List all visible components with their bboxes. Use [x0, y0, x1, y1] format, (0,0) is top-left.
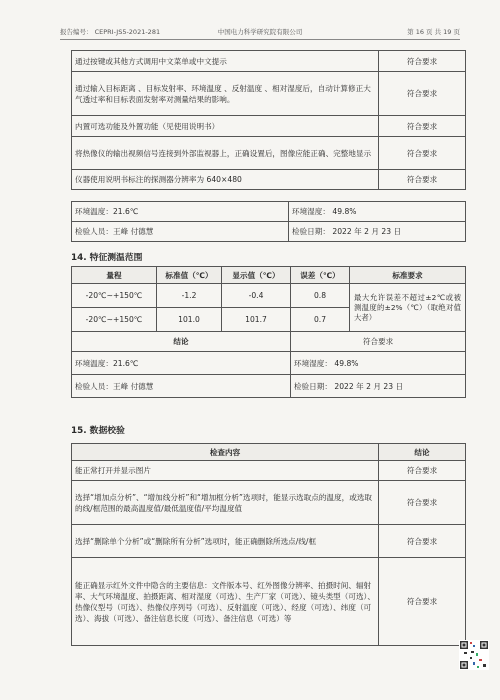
result-cell: 符合要求: [379, 525, 466, 558]
qr-code-icon: [459, 640, 489, 670]
section-15-title: 15. 数据校验: [71, 426, 125, 436]
result-cell: 符合要求: [379, 461, 466, 481]
table-row: [72, 137, 466, 170]
table-row: [72, 170, 466, 190]
result-cell: 符合要求: [379, 51, 466, 72]
range-cell: -20℃~+150℃: [72, 308, 157, 332]
standard-value-cell: -1.2: [157, 284, 222, 308]
table-row: [72, 116, 466, 137]
column-header: 标准要求: [350, 267, 466, 284]
section-14-title: 14. 特征测温范围: [71, 253, 143, 263]
requirement-cell: 最大允许误差不超过±2℃或被测温度的±2%（℃）（取绝对值大者）: [350, 284, 466, 332]
header-divider: [60, 39, 460, 40]
requirement-cell: 通过按键或其他方式调用中文菜单或中文提示: [72, 51, 379, 72]
display-value-cell: -0.4: [222, 284, 291, 308]
check-item-cell: 能正常打开并显示图片: [72, 461, 379, 481]
table-row: [72, 481, 466, 525]
data-verification-table: [71, 443, 466, 646]
page-number: 第 16 页 共 19 页: [407, 28, 460, 36]
result-cell: 符合要求: [379, 481, 466, 525]
table-row: [72, 332, 466, 352]
checks-table: [71, 50, 466, 190]
env-humidity: 环境湿度： 49.8%: [291, 352, 466, 375]
requirement-cell: 将热像仪的输出视频信号连接到外部监视器上，正确设置后，图像应能正确、完整地显示: [72, 137, 379, 170]
error-cell: 0.8: [291, 284, 350, 308]
check-item-cell: 能正确显示红外文件中隐含的主要信息：文件版本号、红外图像分辨率、拍摄时间、辐射率、大气环境温度、拍摄距离、相对湿度（可选）、生产厂家（可选）、镜头类型（可选）、热像仪型号（可选）、热像仪序列号（可选）、反射温度（可选）、经度（可选）、纬度（可选）、海拔（可选）、备注信息长度（可选）、备注信息（可选）等: [72, 558, 379, 646]
env-humidity: 环境湿度： 49.8%: [289, 202, 466, 222]
inspection-date: 检验日期： 2022 年 2 月 23 日: [289, 222, 466, 242]
table-row: [72, 461, 466, 481]
conclusion-label: 结论: [72, 332, 291, 352]
result-cell: 符合要求: [379, 170, 466, 190]
table-header-row: [72, 267, 466, 284]
temperature-range-table: [71, 266, 466, 398]
requirement-cell: 仪器使用说明书标注的探测器分辨率为 640×480: [72, 170, 379, 190]
column-header: 检查内容: [72, 444, 379, 461]
table-header-row: [72, 444, 466, 461]
check-item-cell: 选择“增加点分析”、“增加线分析”和“增加框分析”选项时，能显示选取点的温度，或选取的线/框范围的最高温度值/最低温度值/平均温度值: [72, 481, 379, 525]
check-item-cell: 选择“删除单个分析”或“删除所有分析”选项时，能正确删除所选点/线/框: [72, 525, 379, 558]
column-header: 标准值（℃）: [157, 267, 222, 284]
requirement-cell: 通过输入目标距离 、目标发射率、环境温度 、反射温度 、相对湿度后，自动计算修正大气透过率和目标表面发射率对测量结果的影响。: [72, 72, 379, 116]
table-row: [72, 525, 466, 558]
column-header: 结论: [379, 444, 466, 461]
inspection-date: 检验日期： 2022 年 2 月 23 日: [291, 375, 466, 398]
result-cell: 符合要求: [379, 558, 466, 646]
error-cell: 0.7: [291, 308, 350, 332]
env-temperature: 环境温度：21.6℃: [72, 202, 289, 222]
table-row: [72, 558, 466, 646]
page-header: [60, 27, 460, 39]
conclusion-value: 符合要求: [291, 332, 466, 352]
column-header: 量程: [72, 267, 157, 284]
organization-name: 中国电力科学研究院有限公司: [217, 28, 303, 36]
range-cell: -20℃~+150℃: [72, 284, 157, 308]
result-cell: 符合要求: [379, 137, 466, 170]
display-value-cell: 101.7: [222, 308, 291, 332]
inspector: 检验人员：王峰 付德慧: [72, 222, 289, 242]
column-header: 显示值（℃）: [222, 267, 291, 284]
table-row: [72, 202, 466, 222]
requirement-cell: 内置可选功能及外置功能（见使用说明书）: [72, 116, 379, 137]
result-cell: 符合要求: [379, 72, 466, 116]
inspector: 检验人员：王峰 付德慧: [72, 375, 291, 398]
result-cell: 符合要求: [379, 116, 466, 137]
table-row: [72, 284, 466, 308]
table-row: [72, 222, 466, 242]
table-row: [72, 72, 466, 116]
report-number: 报告编号： CEPRI-JS5-2021-281: [60, 28, 161, 36]
table-row: [72, 51, 466, 72]
env-table: [71, 201, 466, 242]
env-temperature: 环境温度：21.6℃: [72, 352, 291, 375]
table-row: [72, 375, 466, 398]
table-row: [72, 352, 466, 375]
standard-value-cell: 101.0: [157, 308, 222, 332]
column-header: 误差（℃）: [291, 267, 350, 284]
